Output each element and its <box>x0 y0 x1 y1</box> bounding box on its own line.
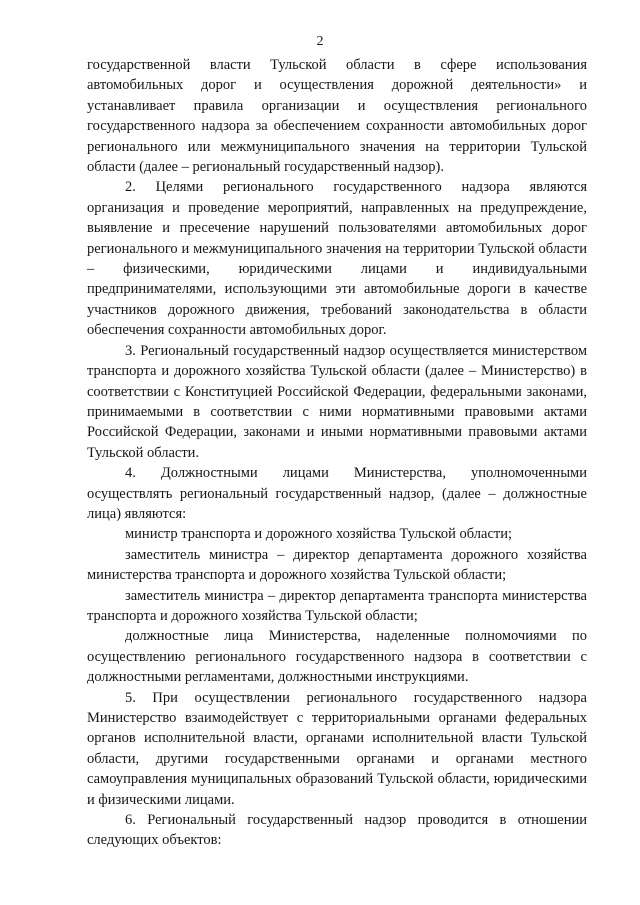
paragraph-4-officials: 4. Должностными лицами Министерства, уполномоченными осуществлять региональный государственный надзор, (далее – должностные лица) являются: <box>87 465 587 522</box>
paragraph-intro-continuation: государственной власти Тульской области в сфере использования автомобильных дорог и осуществления дорожной деятельности» и устанавливает правила организации и осуществления регионального государственного надзора за обеспечением сохранности автомобильных дорог регионального или межмуниципального значения на территории Тульской области (далее – региональный государственный надзор). <box>87 57 587 176</box>
paragraph-2-goals: 2. Целями регионального государственного надзора являются организация и проведение мероприятий, направленных на предупреждение, выявление и пресечение нарушений пользователями автомобильных дорог регионального и межмуниципального значения на территории Тульской области – физическими, юридическими лицами и индивидуальными предпринимателями, использующими эти автомобильные дороги в качестве участников дорожного движения, требований законодательства в области обеспечения сохранности автомобильных дорог. <box>87 179 587 339</box>
officials-list-item-staff: должностные лица Министерства, наделенные полномочиями по осуществлению регионального государственного надзора в соответствии с должностными регламентами, должностными инструкциями. <box>87 628 587 686</box>
paragraph-3-authority: 3. Региональный государственный надзор осуществляется министерством транспорта и дорожного хозяйства Тульской области (далее – Министерство) в соответствии с Конституцией Российской Федерации, федеральными законами, принимаемыми в соответствии с ними нормативными правовыми актами Российской Федерации, законами и иными нормативными правовыми актами Тульской области. <box>87 342 587 461</box>
paragraph-5-interaction: 5. При осуществлении регионального государственного надзора Министерство взаимодействует с территориальными органами федеральных органов исполнительной власти, органами исполнительной власти Тульской области, другими государственными органами и органами местного самоуправления муниципальных образований Тульской области, юридическими и физическими лицами. <box>87 689 587 808</box>
page-number: 2 <box>316 34 324 49</box>
officials-list-item-deputy-transport: заместитель министра – директор департамента транспорта министерства транспорта и дорожного хозяйства Тульской области; <box>87 587 587 624</box>
officials-list-item-minister: министр транспорта и дорожного хозяйства Тульской области; <box>125 526 513 543</box>
paragraph-6-objects: 6. Региональный государственный надзор проводится в отношении следующих объектов: <box>87 812 587 849</box>
document-body <box>87 55 587 851</box>
officials-list-item-deputy-road: заместитель министра – директор департамента дорожного хозяйства министерства транспорта и дорожного хозяйства Тульской области; <box>87 546 587 584</box>
